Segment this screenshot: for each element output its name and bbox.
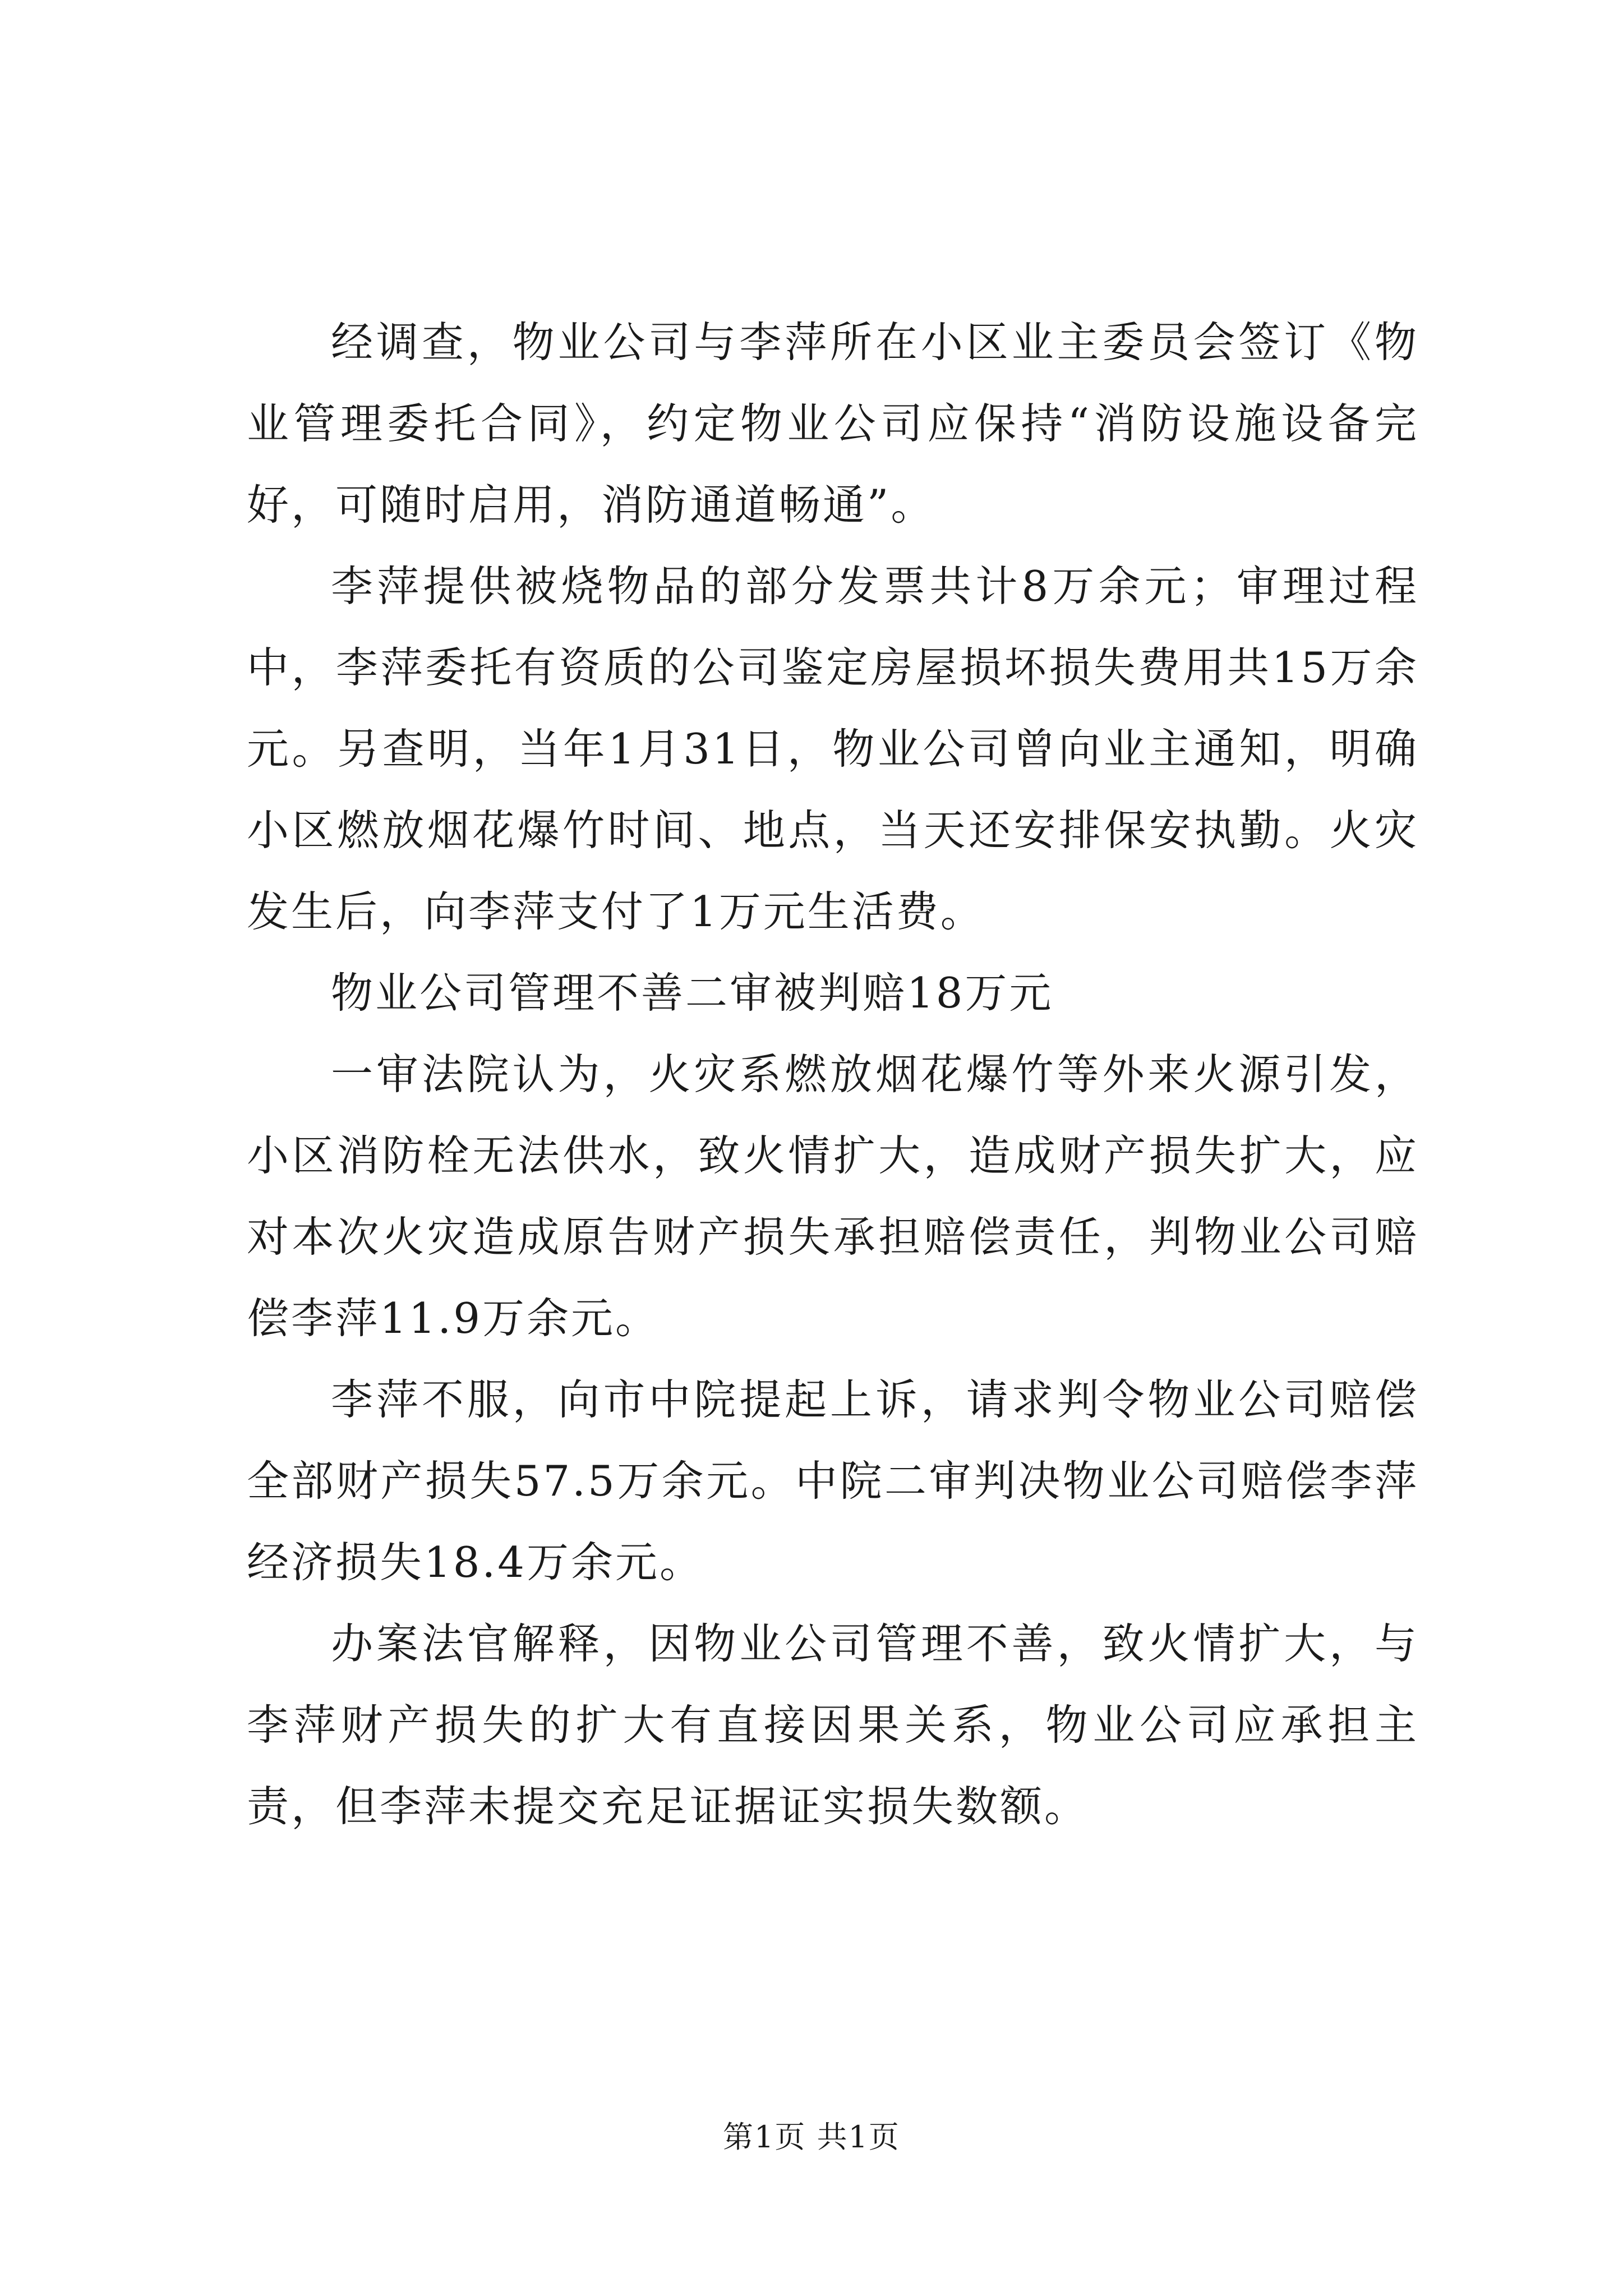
paragraph-investigation: 经调查，物业公司与李萍所在小区业主委员会签订《物业管理委托合同》，约定物业公司应保持“消防设施设备完好，可随时启用，消防通道畅通”。 [247,318,1419,530]
paragraph-judge-explanation: 办案法官解释，因物业公司管理不善，致火情扩大，与李萍财产损失的扩大有直接因果关系，物业公司应承担主责，但李萍未提交充足证据证实损失数额。 [247,1619,1419,1831]
page-footer: 第1页 共1页 [723,2119,900,2155]
document-body [247,302,1419,1847]
paragraph-first-instance: 一审法院认为，火灾系燃放烟花爆竹等外来火源引发，小区消防栓无法供水，致火情扩大，造成财产损失扩大，应对本次火灾造成原告财产损失承担赔偿责任，判物业公司赔偿李萍11.9万余元。 [247,1050,1419,1343]
paragraph-appeal: 李萍不服，向市中院提起上诉，请求判令物业公司赔偿全部财产损失57.5万余元。中院二审判决物业公司赔偿李萍经济损失18.4万余元。 [247,1375,1419,1587]
section-heading: 物业公司管理不善二审被判赔18万元 [331,968,1054,1018]
paragraph-evidence: 李萍提供被烧物品的部分发票共计8万余元；审理过程中，李萍委托有资质的公司鉴定房屋损坏损失费用共15万余元。另查明，当年1月31日，物业公司曾向业主通知，明确小区燃放烟花爆竹时间、地点，当天还安排保安执勤。火灾发生后，向李萍支付了1万元生活费。 [247,562,1419,936]
